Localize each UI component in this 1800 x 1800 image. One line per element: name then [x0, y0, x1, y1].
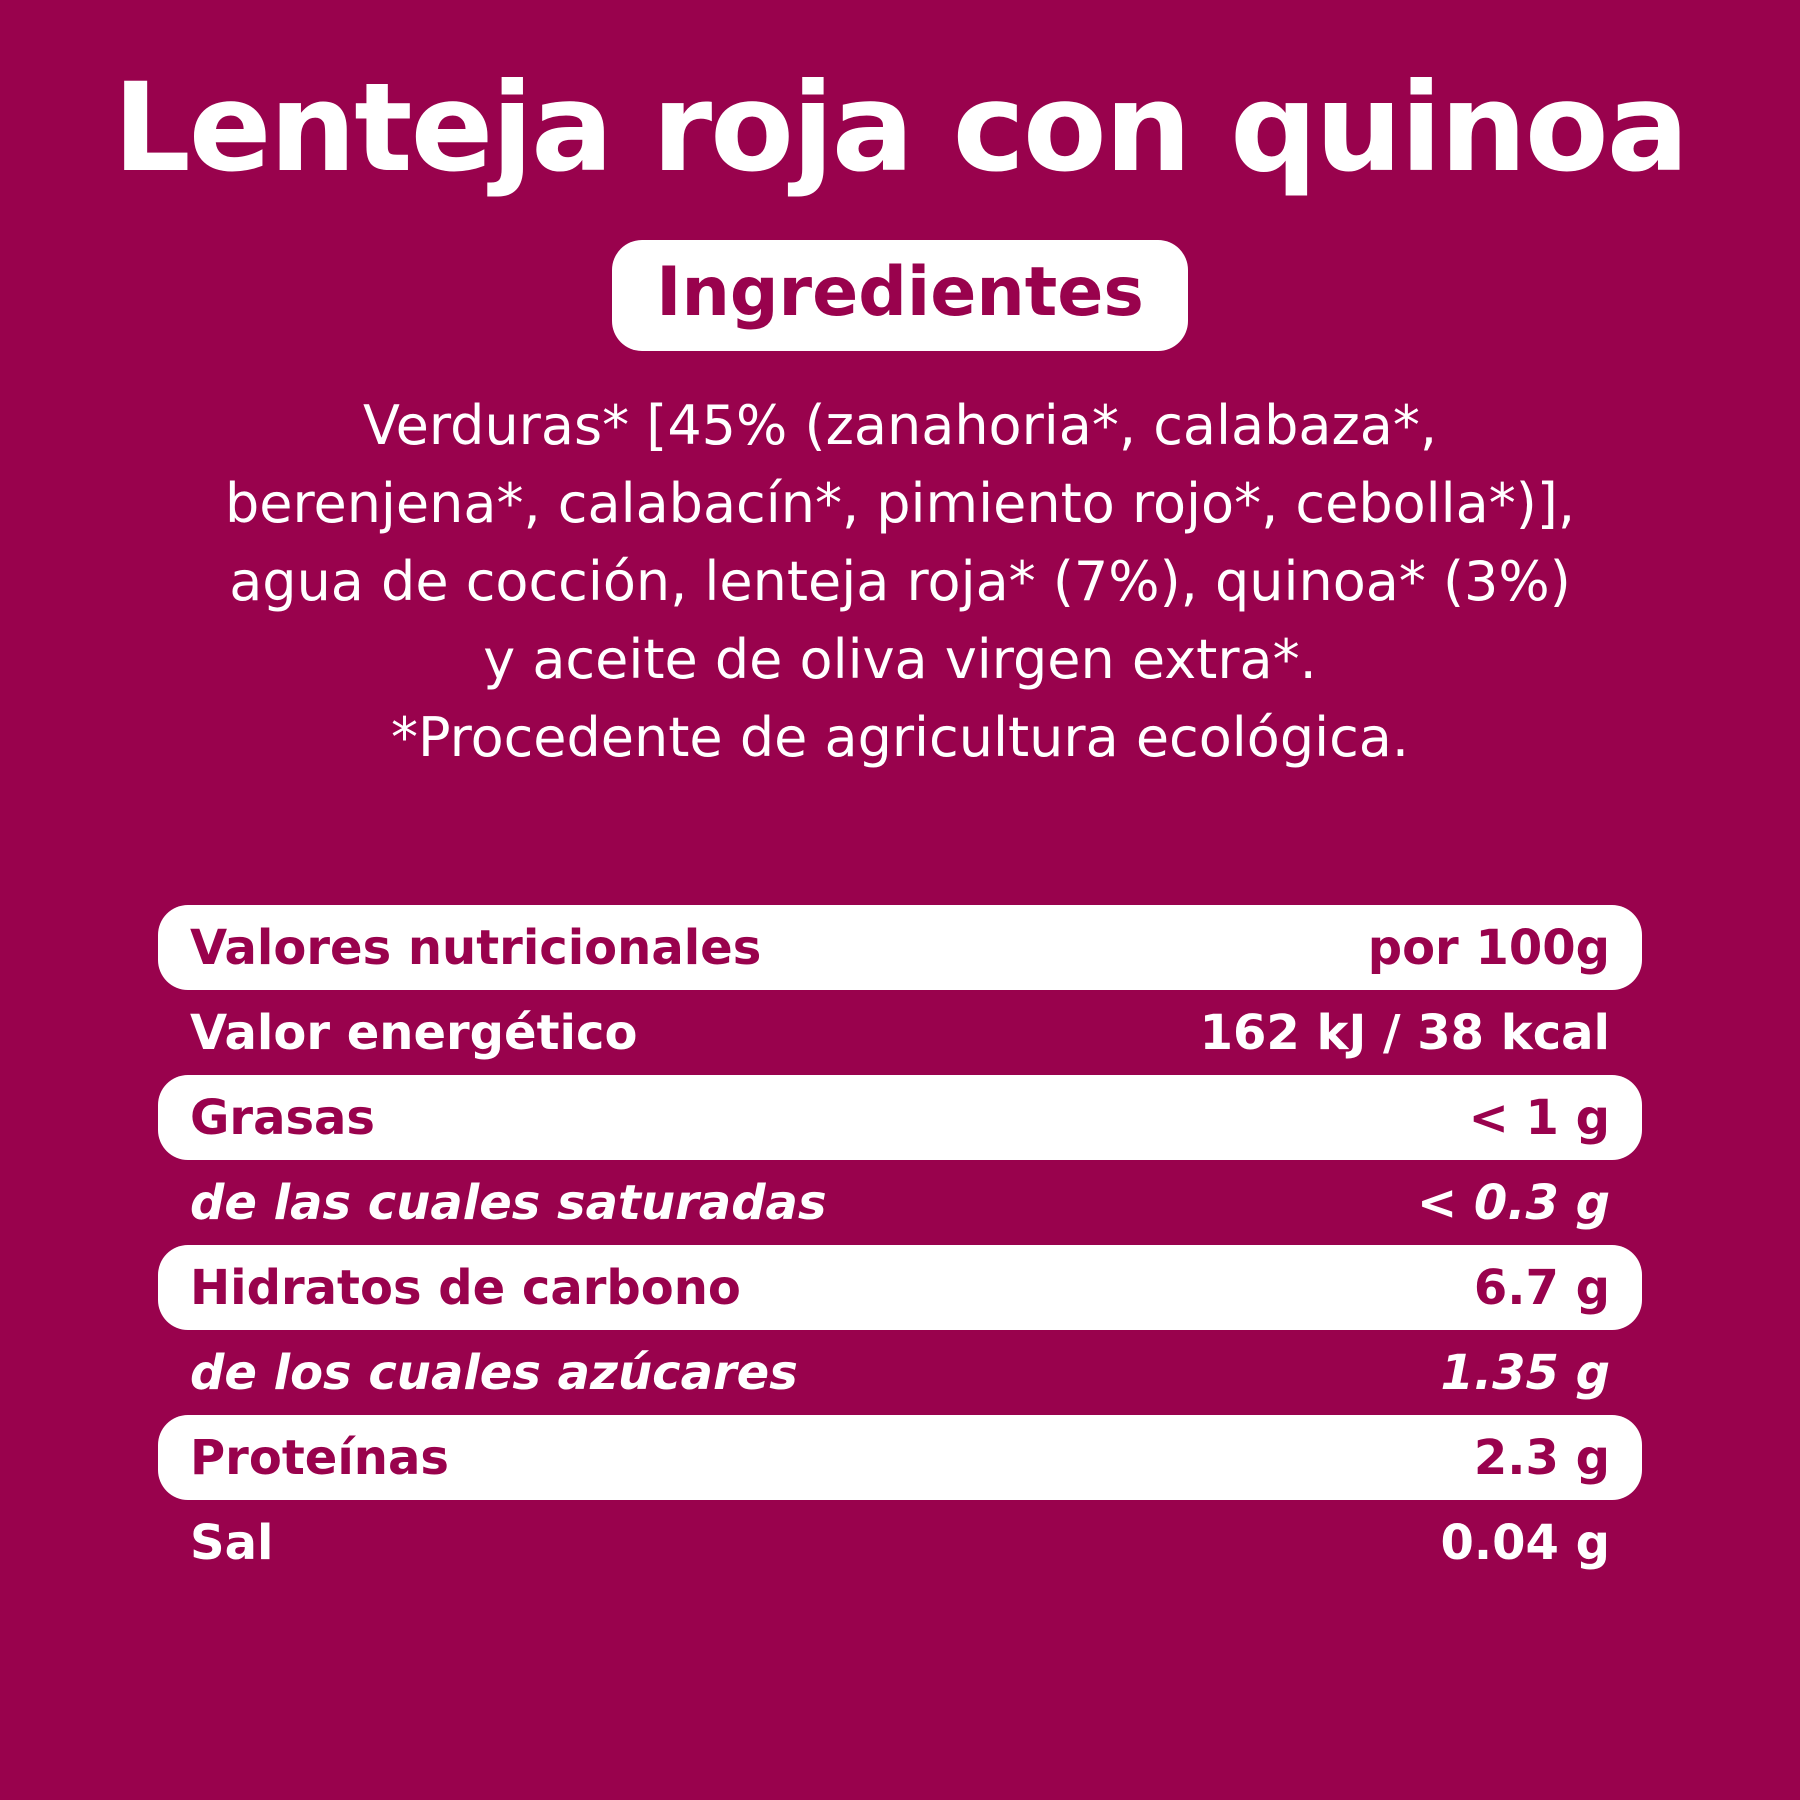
ingredients-line: *Procedente de agricultura ecológica.	[390, 706, 1410, 770]
nutrition-row-label: Grasas	[190, 1089, 375, 1146]
nutrition-row-value: 2.3 g	[1473, 1429, 1610, 1486]
nutrition-header-label: Valores nutricionales	[190, 919, 762, 976]
nutrition-header-row	[158, 905, 1642, 990]
nutrition-row-value: 162 kJ / 38 kcal	[1199, 1004, 1610, 1061]
nutrition-row-value: < 1 g	[1468, 1089, 1610, 1146]
nutrition-row-valor-energetico	[158, 990, 1642, 1075]
nutrition-row-sal	[158, 1500, 1642, 1585]
nutrition-header-value: por 100g	[1367, 919, 1610, 976]
nutrition-row-label: de las cuales saturadas	[190, 1174, 827, 1231]
nutrition-row-proteinas	[158, 1415, 1642, 1500]
nutrition-table	[158, 905, 1642, 1585]
nutrition-row-label: Valor energético	[190, 1004, 638, 1061]
nutrition-row-label: Sal	[190, 1514, 274, 1571]
nutrition-row-hidratos	[158, 1245, 1642, 1330]
ingredients-text	[225, 387, 1575, 777]
ingredients-line: y aceite de oliva virgen extra*.	[483, 628, 1317, 692]
ingredients-badge: Ingredientes	[612, 240, 1188, 351]
nutrition-row-label: de los cuales azúcares	[190, 1344, 798, 1401]
nutrition-row-value: 1.35 g	[1440, 1344, 1610, 1401]
ingredients-line: Verduras* [45% (zanahoria*, calabaza*,	[362, 394, 1438, 458]
nutrition-row-label: Hidratos de carbono	[190, 1259, 741, 1316]
nutrition-row-value: 0.04 g	[1440, 1514, 1610, 1571]
nutrition-row-value: < 0.3 g	[1416, 1174, 1610, 1231]
nutrition-row-value: 6.7 g	[1473, 1259, 1610, 1316]
ingredients-line: agua de cocción, lenteja roja* (7%), quinoa* (3%)	[229, 550, 1571, 614]
product-title: Lenteja roja con quinoa	[112, 57, 1688, 199]
nutrition-row-label: Proteínas	[190, 1429, 449, 1486]
nutrition-row-azucares	[158, 1330, 1642, 1415]
ingredients-line: berenjena*, calabacín*, pimiento rojo*, cebolla*)],	[224, 472, 1576, 536]
nutrition-row-grasas	[158, 1075, 1642, 1160]
nutrition-row-saturadas	[158, 1160, 1642, 1245]
